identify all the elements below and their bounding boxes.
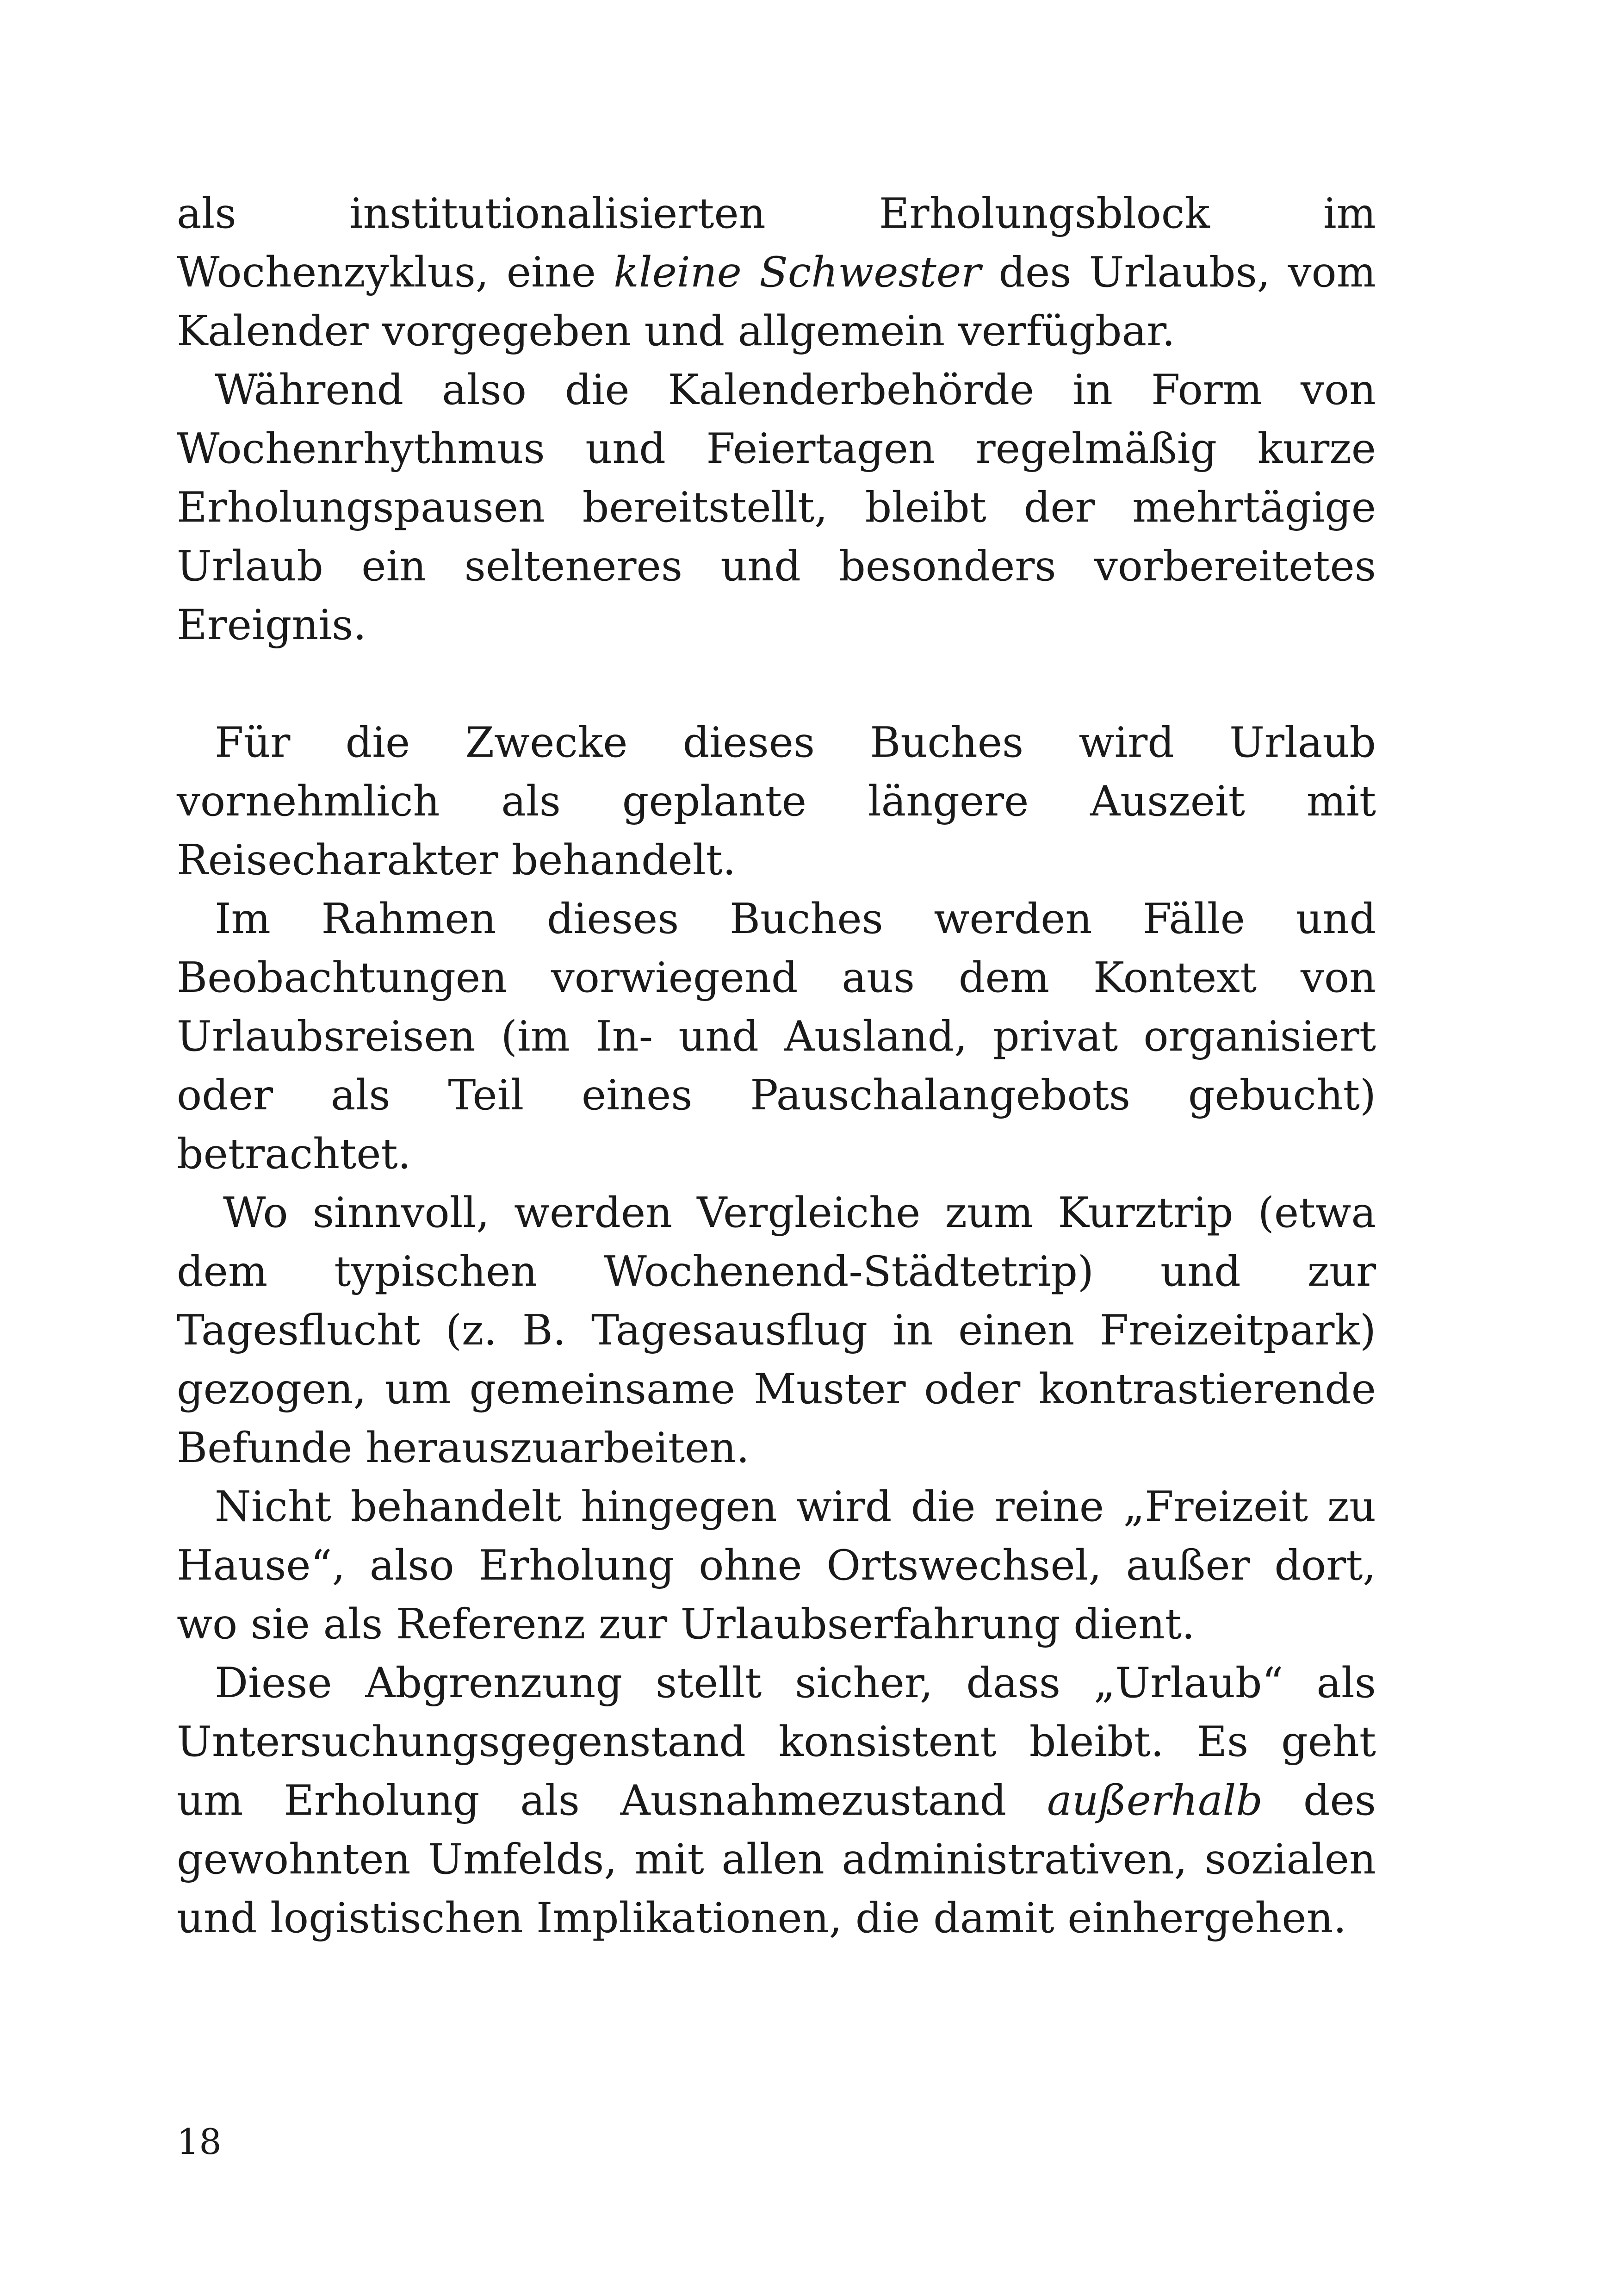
paragraph-7-emphasis: außerhalb <box>1047 1776 1263 1825</box>
paragraph-1-text-b: des Urlaubs, vom Kalender vorgegeben und allgemein verfügbar. <box>177 248 1376 355</box>
paragraph-7 <box>177 1654 1376 1948</box>
paragraph-5: Wo sinnvoll, werden Vergleiche zum Kurztrip (etwa dem typischen Wochenend-Städtetrip) und zur Tagesflucht (z. B. Tagesausflug in einen Freizeitpark) gezogen, um gemeinsame Muster oder kontrastierende Befunde herauszuarbeiten. <box>177 1188 1376 1472</box>
page-number: 18 <box>177 2121 222 2162</box>
paragraph-7-text-a: Diese Abgrenzung stellt sicher, dass „Urlaub“ als Untersuchungsgegenstand konsistent bleibt. Es geht um Erholung als Ausnahmezustand <box>177 1659 1376 1825</box>
paragraph-3: Für die Zwecke dieses Buches wird Urlaub vornehmlich als geplante längere Auszeit mit Reisecharakter behandelt. <box>177 718 1376 884</box>
paragraph-2: Während also die Kalenderbehörde in Form von Wochenrhythmus und Feiertagen regelmäßig kurze Erholungspausen bereitstellt, bleibt der mehrtägige Urlaub ein selteneres und besonders vorbereitetes Ereignis. <box>177 366 1376 649</box>
body-text <box>177 184 1376 1948</box>
paragraph-7-text-b: des gewohnten Umfelds, mit allen administrativen, sozialen und logistischen Implikationen, die damit einhergehen. <box>177 1776 1376 1942</box>
paragraph-4: Im Rahmen dieses Buches werden Fälle und Beobachtungen vorwiegend aus dem Kontext von Urlaubsreisen (im In- und Ausland, privat organisiert oder als Teil eines Pauschalangebots gebucht) betrachtet. <box>177 895 1376 1178</box>
paragraph-1-text-a: als institutionalisierten Erholungsblock im Wochenzyklus, eine <box>177 189 1376 297</box>
paragraph-6: Nicht behandelt hingegen wird die reine „Freizeit zu Hause“, also Erholung ohne Ortswechsel, außer dort, wo sie als Referenz zur Urlaubserfahrung dient. <box>177 1482 1376 1649</box>
paragraph-1-emphasis: kleine Schwester <box>614 248 981 297</box>
paragraph-1 <box>177 184 1376 361</box>
